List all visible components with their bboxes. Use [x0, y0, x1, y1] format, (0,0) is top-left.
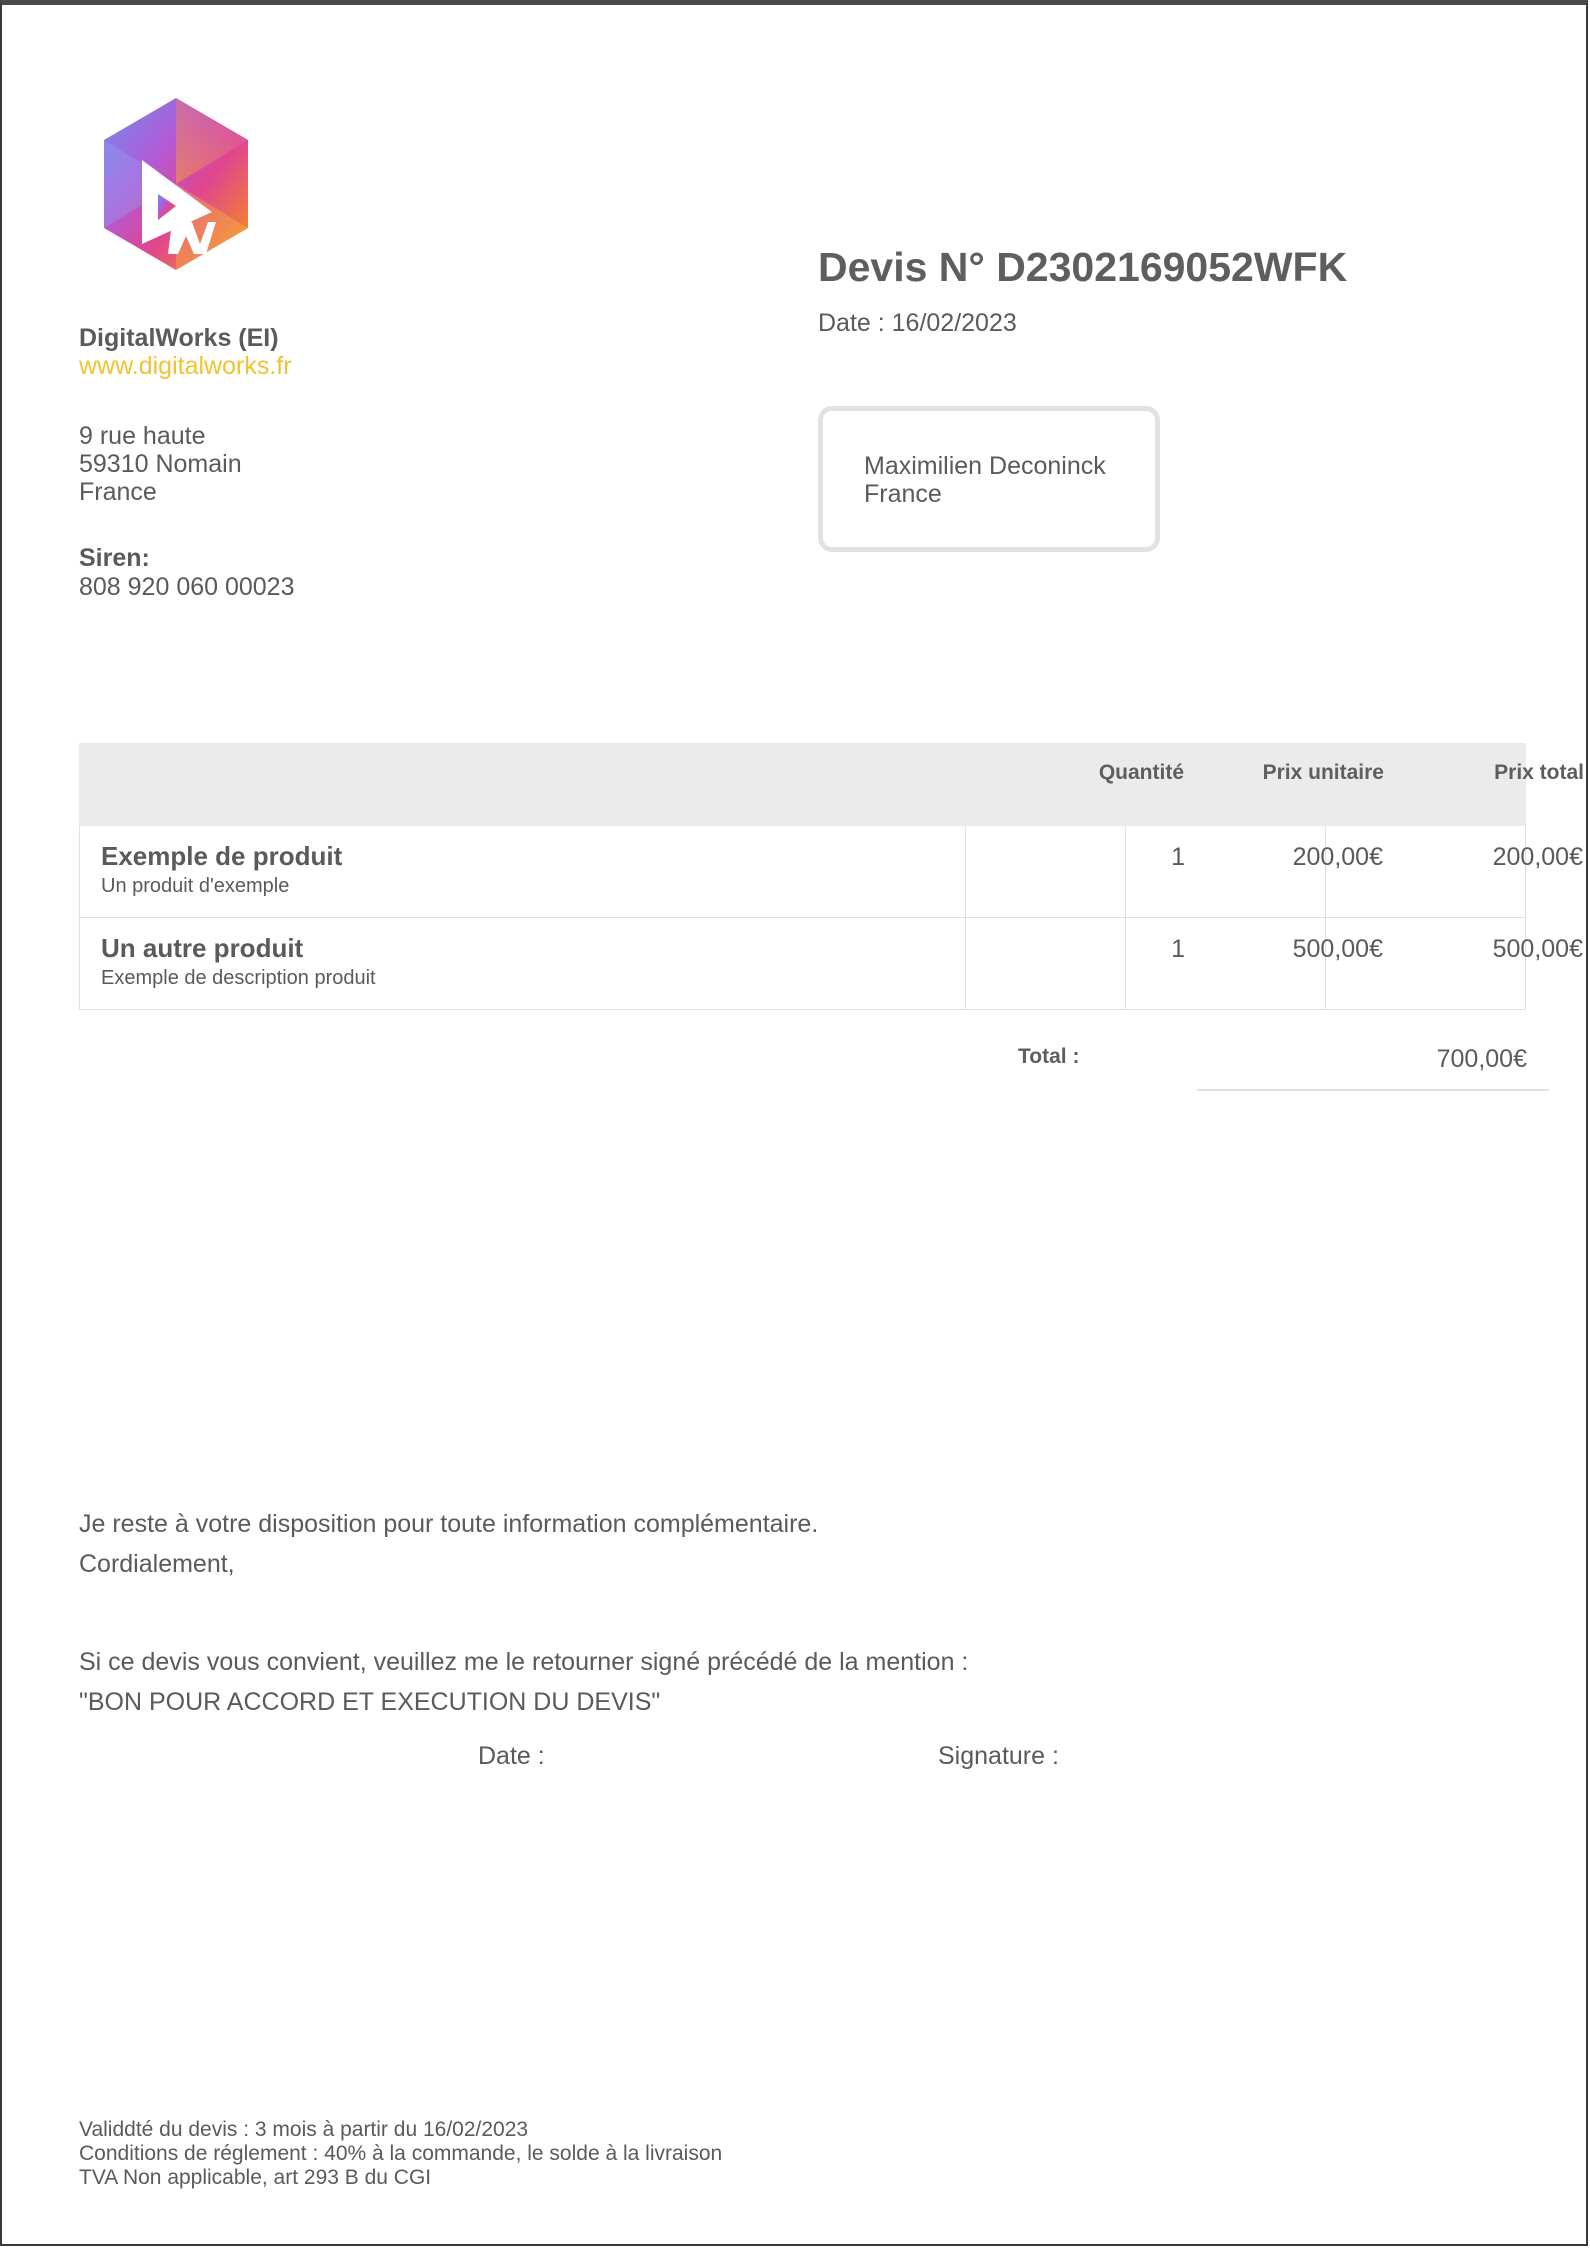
product-quantity: 1 — [1171, 843, 1185, 871]
product-name: Exemple de produit — [101, 841, 343, 871]
table-row — [79, 826, 1583, 918]
product-name: Un autre produit — [101, 933, 304, 963]
total-value: 700,00€ — [1436, 1045, 1527, 1073]
approval-mention: "BON POUR ACCORD ET EXECUTION DU DEVIS" — [79, 1688, 661, 1716]
signature-label: Signature : — [938, 1742, 1059, 1770]
header-unit-price: Prix unitaire — [1262, 761, 1384, 784]
company-name: DigitalWorks (EI) — [79, 324, 279, 352]
company-address-line: 9 rue haute — [79, 422, 206, 450]
footer-tva: TVA Non applicable, art 293 B du CGI — [79, 2166, 432, 2189]
company-address-line: 59310 Nomain — [79, 450, 242, 478]
company-address-line: France — [79, 478, 157, 506]
company-logo — [96, 94, 256, 274]
sign-date-label: Date : — [478, 1742, 545, 1770]
company-website[interactable]: www.digitalworks.fr — [79, 352, 292, 380]
client-name: Maximilien Deconinck — [864, 452, 1106, 480]
product-description: Un produit d'exemple — [101, 875, 290, 897]
table-header — [79, 743, 1584, 826]
closing-regards: Cordialement, — [79, 1550, 235, 1578]
total-label: Total : — [1018, 1045, 1080, 1068]
product-total-price: 500,00€ — [1492, 935, 1583, 963]
product-quantity: 1 — [1171, 935, 1185, 963]
siren-label: Siren: — [79, 544, 150, 572]
product-total-price: 200,00€ — [1492, 843, 1583, 871]
footer-validity: Validdté du devis : 3 mois à partir du 16/02/2023 — [79, 2118, 529, 2141]
header-total-price: Prix total — [1494, 761, 1584, 784]
product-unit-price: 200,00€ — [1292, 843, 1383, 871]
total-underline — [1197, 1089, 1549, 1091]
footer-payment-conditions: Conditions de réglement : 40% à la commande, le solde à la livraison — [79, 2142, 723, 2165]
approval-instruction: Si ce devis vous convient, veuillez me le retourner signé précédé de la mention : — [79, 1648, 969, 1676]
client-country: France — [864, 480, 942, 508]
product-unit-price: 500,00€ — [1292, 935, 1383, 963]
quote-title: Devis N° D2302169052WFK — [818, 244, 1348, 290]
product-description: Exemple de description produit — [101, 967, 376, 989]
table-row — [79, 918, 1583, 1010]
header-quantity: Quantité — [1098, 761, 1184, 784]
closing-availability: Je reste à votre disposition pour toute information complémentaire. — [79, 1510, 819, 1538]
quote-date: Date : 16/02/2023 — [818, 309, 1017, 337]
siren-value: 808 920 060 00023 — [79, 573, 295, 601]
